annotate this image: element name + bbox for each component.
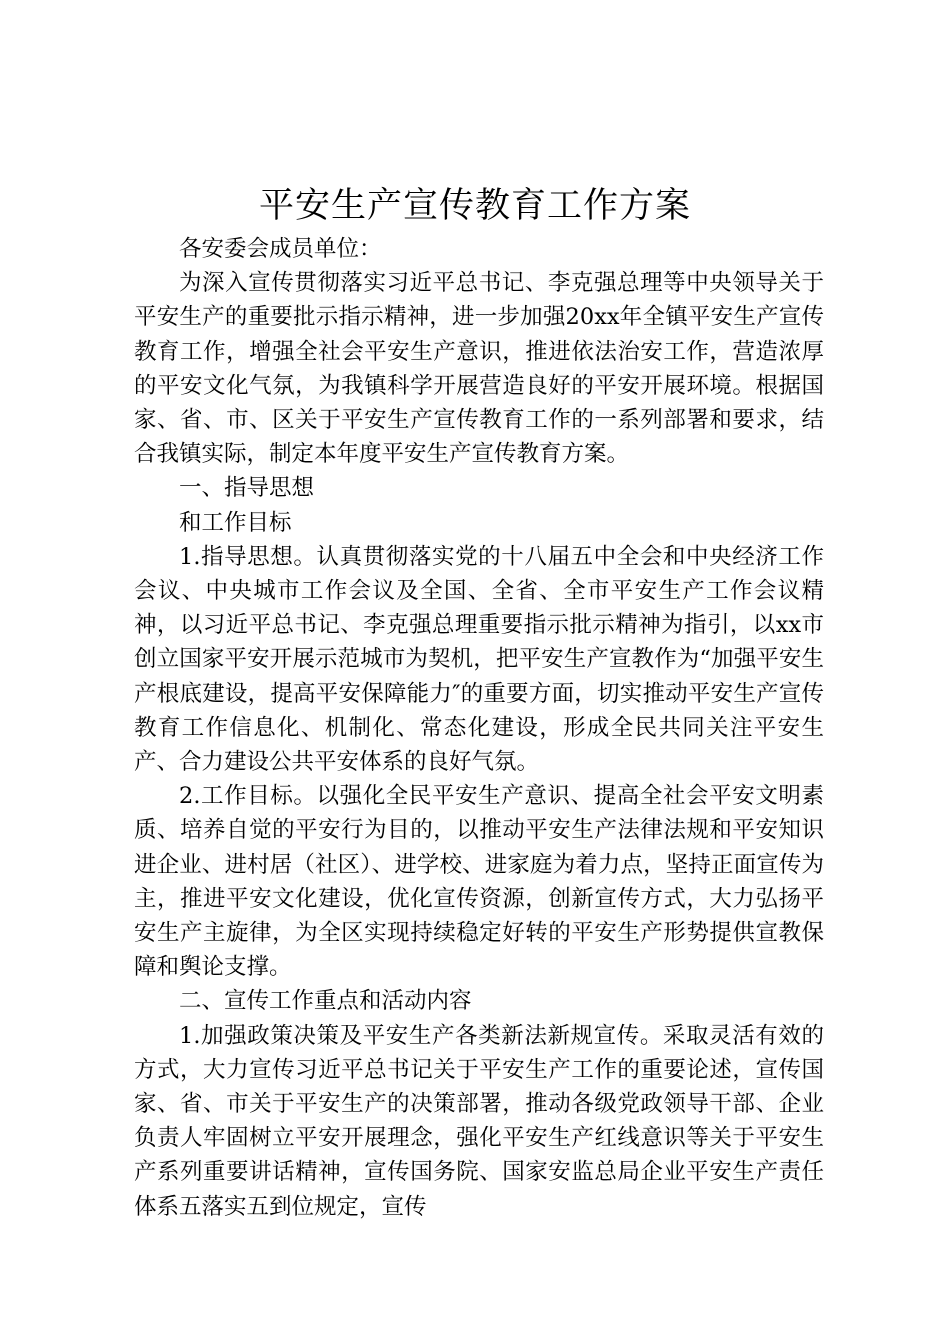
intro-paragraph: 为深入宣传贯彻落实习近平总书记、李克强总理等中央领导关于平安生产的重要批示指示精神，进一步加强20xx年全镇平安生产宣传教育工作，增强全社会平安生产意识，推进依法治安工作，营造浓厚的平安文化气氛，为我镇科学开展营造良好的平安开展环境。根据国家、省、市、区关于平安生产宣传教育工作的一系列部署和要求，结合我镇实际，制定本年度平安生产宣传教育方案。 bbox=[134, 270, 824, 468]
salutation: 各安委会成员单位： bbox=[179, 236, 382, 262]
section-heading-1-continued: 和工作目标 bbox=[179, 509, 292, 536]
work-goal-paragraph: 2.工作目标。以强化全民平安生产意识、提高全社会平安文明素质、培养自觉的平安行为目的，以推动平安生产法律法规和平安知识进企业、进村居（社区）、进学校、进家庭为着力点，坚持正面宣传为主，推进平安文化建设，优化宣传资源，创新宣传方式，大力弘扬平安生产主旋律，为全区实现持续稳定好转的平安生产形势提供宣教保障和舆论支撑。 bbox=[134, 783, 824, 981]
section-heading-1: 一、指导思想 bbox=[179, 475, 315, 502]
guiding-thought-paragraph: 1.指导思想。认真贯彻落实党的十八届五中全会和中央经济工作会议、中央城市工作会议及全国、全省、全市平安生产工作会议精神，以习近平总书记、李克强总理重要指示批示精神为指引，以xx市创立国家平安开展示范城市为契机，把平安生产宣教作为“加强平安生产根底建设，提高平安保障能力″的重要方面，切实推动平安生产宣传教育工作信息化、机制化、常态化建设，形成全民共同关注平安生产、合力建设公共平安体系的良好气氛。 bbox=[134, 543, 824, 776]
document-title: 平安生产宣传教育工作方案 bbox=[258, 186, 691, 226]
policy-publicity-paragraph: 1.加强政策决策及平安生产各类新法新规宣传。采取灵活有效的方式，大力宣传习近平总书记关于平安生产工作的重要论述，宣传国家、省、市关于平安生产的决策部署，推动各级党政领导干部、企业负责人牢固树立平安开展理念，强化平安生产红线意识等关于平安生产系列重要讲话精神，宣传国务院、国家安监总局企业平安生产责任体系五落实五到位规定，宣传 bbox=[134, 1022, 824, 1220]
section-heading-2: 二、宣传工作重点和活动内容 bbox=[179, 988, 472, 1015]
document-body bbox=[134, 232, 824, 1224]
